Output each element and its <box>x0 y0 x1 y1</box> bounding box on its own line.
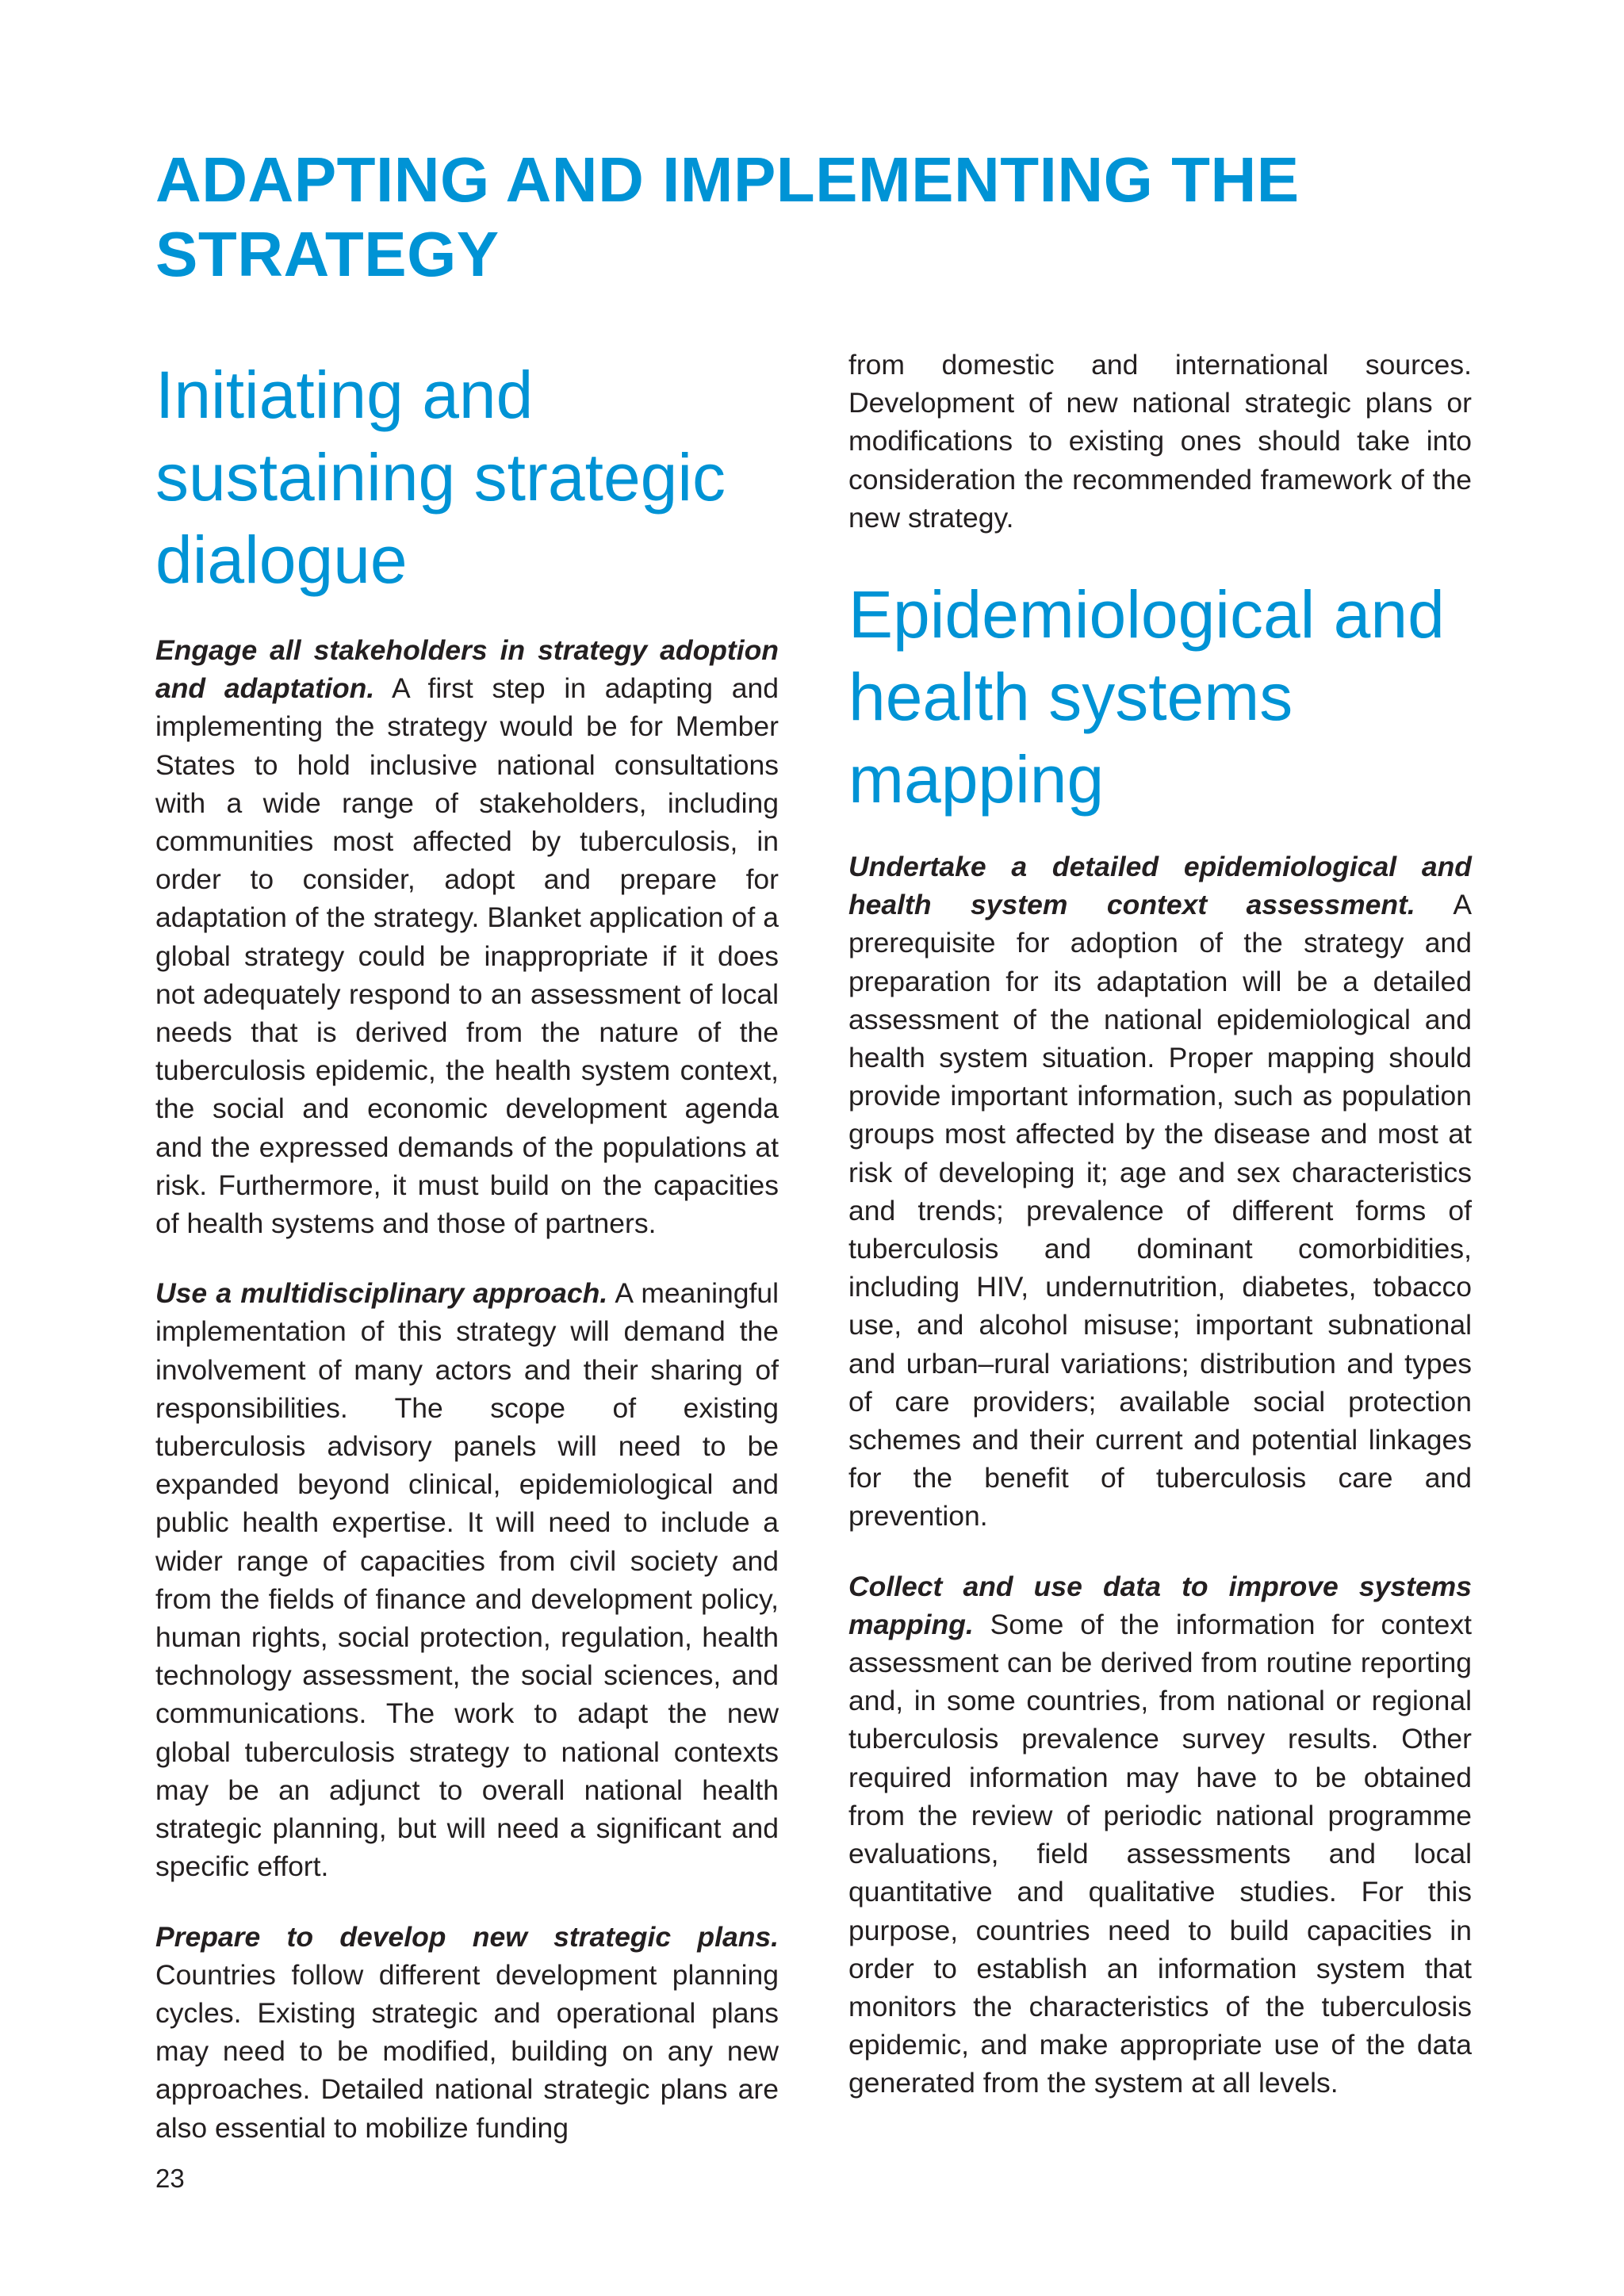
paragraph-lead: Use a multidisciplinary approach. <box>155 1277 608 1310</box>
section-heading-mapping: Epidemiological and health systems mapping <box>848 577 1445 817</box>
paragraph-body: Some of the information for context assessment can be derived from routine reporting and, in some countries, from national or regional tuberculosis prevalence survey results. Other required information may have to be obtained from the review of periodic national programme evaluations, field assessments and local quantitative and qualitative studies. For this purpose, countries need to build capacities in order to establish an information system that monitors the characteristics of the tuberculosis epidemic, and make appropriate use of the data generated from the system at all levels. <box>848 1608 1472 2099</box>
paragraph-engage-stakeholders <box>155 631 779 1242</box>
paragraph-continuation: from domestic and international sources. Development of new national strategic plans or modifications to existing ones should take into consideration the recommended framework of the new strategy. <box>848 349 1472 534</box>
paragraph-lead: Undertake a detailed epidemiological and health system context assessment. <box>848 851 1472 921</box>
paragraph-body: A prerequisite for adoption of the strategy and preparation for its adaptation will be a detailed assessment of the national epidemiological and health system situation. Proper mapping should provide important information, such as population groups most affected by the disease and most at risk of developing it; age and sex characteristics and trends; prevalence of different forms of tuberculosis and dominant comorbidities, including HIV, undernutrition, diabetes, tobacco use, and alcohol misuse; important subnational and urban–rural variations; distribution and types of care providers; available social protection schemes and their current and potential linkages for the benefit of tuberculosis care and prevention. <box>848 889 1472 1533</box>
paragraph-strategic-plans <box>155 1918 779 2147</box>
paragraph-multidisciplinary <box>155 1274 779 1885</box>
paragraph-body: A first step in adapting and implementing the strategy would be for Member States to hold inclusive national consultations with a wide range of stakeholders, including communities most affected by tuberculosis, in order to consider, adopt and prepare for adaptation of the strategy. Blanket application of a global strategy could be inappropriate if it does not adequately respond to an assessment of local needs that is derived from the nature of the tuberculosis epidemic, the health system context, the social and economic development agenda and the expressed demands of the populations at risk. Furthermore, it must build on the capacities of health systems and those of partners. <box>155 672 779 1240</box>
paragraph-body: A meaningful implementation of this strategy will demand the involvement of many actors and their sharing of responsibilities. The scope of existing tuberculosis advisory panels will need to be expanded beyond clinical, epidemiological and public health expertise. It will need to include a wider range of capacities from civil society and from the fields of finance and development policy, human rights, social protection, regulation, health technology assessment, the social sciences, and communications. The work to adapt the new global tuberculosis strategy to national contexts may be an adjunct to overall national health strategic planning, but will need a significant and specific effort. <box>155 1277 779 1883</box>
paragraph-lead: Collect and use data to improve systems mapping. <box>848 1570 1472 1640</box>
paragraph-lead: Engage all stakeholders in strategy adoption and adaptation. <box>155 634 779 705</box>
section-heading-strategic-dialogue: Initiating and sustaining strategic dialogue <box>155 358 726 597</box>
paragraph-lead: Prepare to develop new strategic plans. <box>155 1920 779 1953</box>
paragraph-body: Countries follow different development planning cycles. Existing strategic and operational plans may need to be modified, building on any new approaches. Detailed national strategic plans are also essential to mobilize funding <box>155 1958 779 2144</box>
page-number: 23 <box>155 2164 185 2193</box>
right-column <box>848 346 1472 2134</box>
paragraph-collect-data <box>848 1567 1472 2103</box>
paragraph-context-assessment <box>848 848 1472 1536</box>
page-title: ADAPTING AND IMPLEMENTING THE STRATEGY <box>155 144 1300 289</box>
left-column <box>155 354 779 2179</box>
